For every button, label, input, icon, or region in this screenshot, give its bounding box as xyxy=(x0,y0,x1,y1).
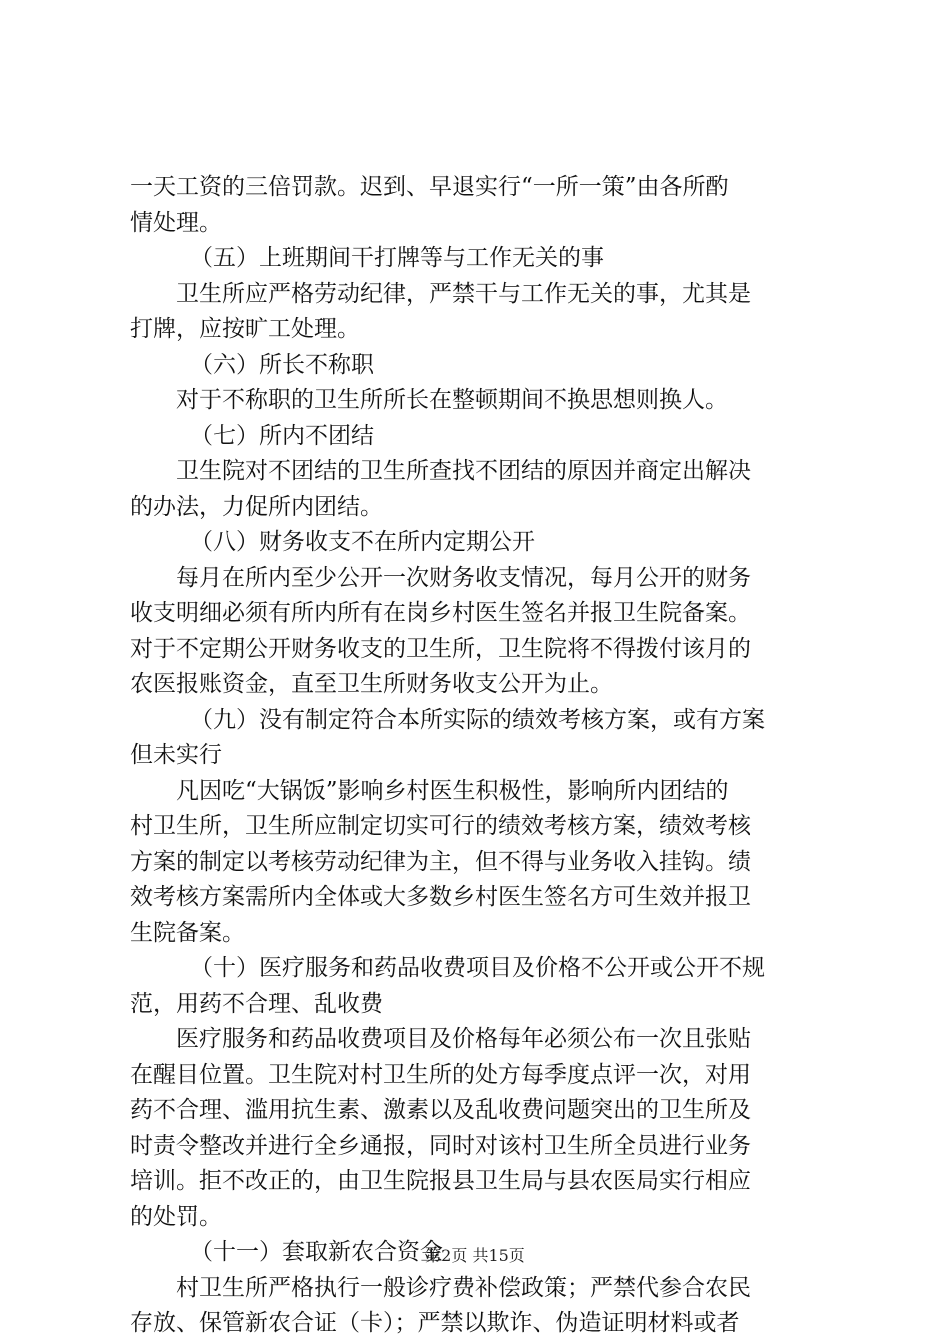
text-line: 的办法，力促所内团结。 xyxy=(130,493,383,520)
text-line: 每月在所内至少公开一次财务收支情况，每月公开的财务 xyxy=(176,564,751,591)
document-body xyxy=(130,170,832,1342)
text-line: 凡因吃“大锅饭”影响乡村医生积极性，影响所内团结的 xyxy=(176,777,729,804)
text-line: 的处罚。 xyxy=(130,1203,222,1230)
text-line: 存放、保管新农合证（卡）；严禁以欺诈、伪造证明材料或者 xyxy=(130,1310,740,1336)
text-line: 卫生院对不团结的卫生所查找不团结的原因并商定出解决 xyxy=(176,458,751,484)
section-heading: （五）上班期间干打牌等与工作无关的事 xyxy=(190,245,604,271)
text-line: 打牌，应按旷工处理。 xyxy=(130,316,360,342)
text-line: 一天工资的三倍罚款。迟到、早退实行“一所一策”由各所酌 xyxy=(130,174,729,200)
text-line: 在醒目位置。卫生院对村卫生所的处方每季度点评一次，对用 xyxy=(130,1061,751,1088)
text-line: 培训。拒不改正的，由卫生院报县卫生局与县农医局实行相应 xyxy=(130,1168,751,1194)
text-line: 对于不定期公开财务收支的卫生所，卫生院将不得拨付该月的 xyxy=(130,635,751,662)
text-line: 收支明细必须有所内所有在岗乡村医生签名并报卫生院备案。 xyxy=(130,600,751,626)
text-line: 村卫生所，卫生所应制定切实可行的绩效考核方案，绩效考核 xyxy=(130,813,751,839)
section-heading: （九）没有制定符合本所实际的绩效考核方案，或有方案 xyxy=(190,706,765,733)
text-line: 情处理。 xyxy=(130,209,222,236)
text-line: 农医报账资金，直至卫生所财务收支公开为止。 xyxy=(130,671,613,697)
text-line: 村卫生所严格执行一般诊疗费补偿政策；严禁代参合农民 xyxy=(176,1274,751,1301)
page-number: 第2页 共15页 xyxy=(425,1246,525,1265)
text-line: 时责令整改并进行全乡通报，同时对该村卫生所全员进行业务 xyxy=(130,1132,751,1159)
section-heading-continued: 范，用药不合理、乱收费 xyxy=(130,990,383,1017)
text-line: 效考核方案需所内全体或大多数乡村医生签名方可生效并报卫 xyxy=(130,884,751,910)
text-line: 对于不称职的卫生所所长在整顿期间不换思想则换人。 xyxy=(176,387,728,413)
section-heading: （十）医疗服务和药品收费项目及价格不公开或公开不规 xyxy=(190,955,765,981)
section-heading: （十一）套取新农合资金 xyxy=(190,1239,443,1265)
section-heading-continued: 但未实行 xyxy=(130,742,222,768)
section-heading: （六）所长不称职 xyxy=(190,351,374,378)
section-heading: （八）财务收支不在所内定期公开 xyxy=(190,529,535,555)
text-line: 药不合理、滥用抗生素、激素以及乱收费问题突出的卫生所及 xyxy=(130,1097,751,1123)
section-heading: （七）所内不团结 xyxy=(190,422,374,449)
text-line: 医疗服务和药品收费项目及价格每年必须公布一次且张贴 xyxy=(176,1026,751,1052)
text-line: 生院备案。 xyxy=(130,919,245,946)
text-line: 方案的制定以考核劳动纪律为主，但不得与业务收入挂钩。绩 xyxy=(130,848,751,875)
text-line: 卫生所应严格劳动纪律，严禁干与工作无关的事，尤其是 xyxy=(176,280,751,307)
